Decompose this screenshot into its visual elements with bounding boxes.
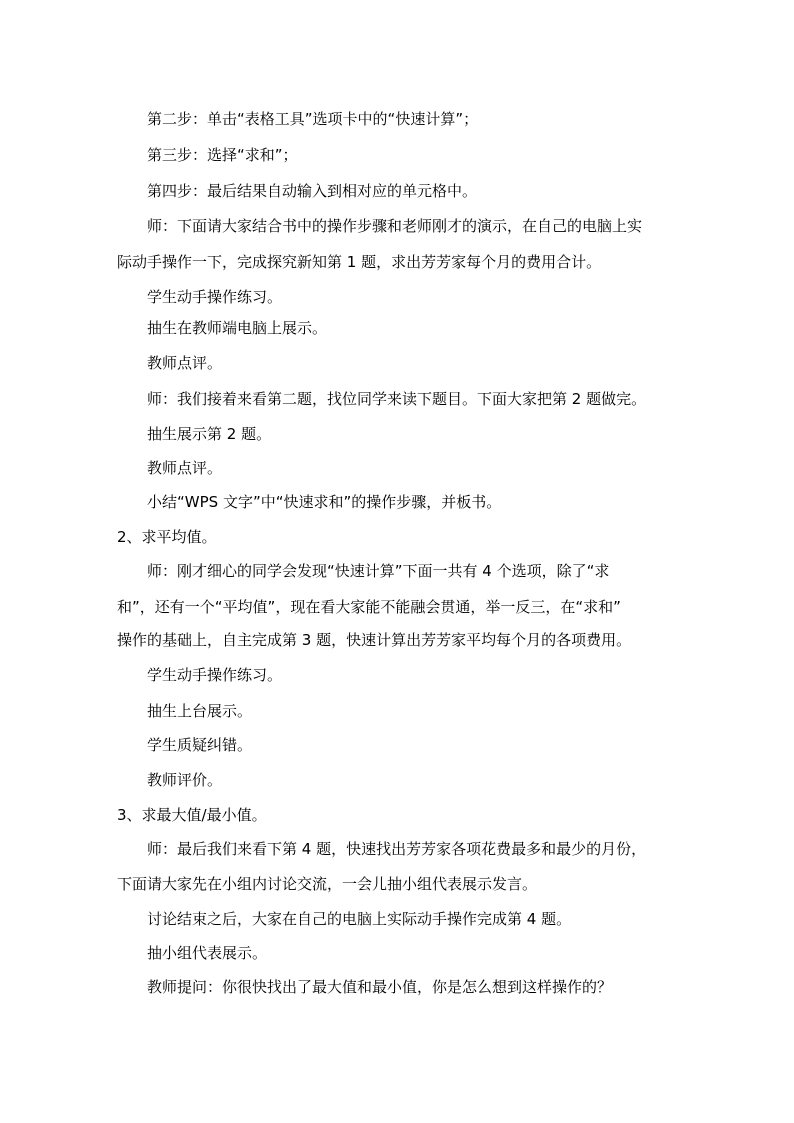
text-line: 操作的基础上，自主完成第 3 题，快速计算出芳芳家平均每个月的各项费用。 — [117, 631, 632, 649]
text-line: 师：刚才细心的同学会发现“快速计算”下面一共有 4 个选项，除了“求 — [147, 562, 610, 580]
text-line: 师：最后我们来看下第 4 题，快速找出芳芳家各项花费最多和最少的月份， — [147, 840, 647, 858]
text-line: 学生质疑纠错。 — [147, 736, 253, 754]
text-line: 第四步：最后结果自动输入到相对应的单元格中。 — [147, 182, 478, 200]
text-line: 教师点评。 — [147, 354, 223, 372]
text-line: 抽生展示第 2 题。 — [147, 425, 272, 443]
text-line: 讨论结束之后，大家在自己的电脑上实际动手操作完成第 4 题。 — [147, 910, 572, 928]
text-line: 师：下面请大家结合书中的操作步骤和老师刚才的演示，在自己的电脑上实 — [147, 217, 643, 235]
text-line: 学生动手操作练习。 — [147, 666, 283, 684]
text-line: 际动手操作一下，完成探究新知第 1 题，求出芳芳家每个月的费用合计。 — [117, 253, 602, 271]
section-heading: 2、求平均值。 — [117, 528, 217, 546]
text-line: 抽生在教师端电脑上展示。 — [147, 319, 328, 337]
section-heading: 3、求最大值/最小值。 — [117, 806, 267, 824]
text-line: 第二步：单击“表格工具”选项卡中的“快速计算”； — [147, 110, 479, 128]
text-line: 和”，还有一个“平均值”，现在看大家能不能融会贯通，举一反三，在“求和” — [117, 598, 621, 616]
text-line: 抽生上台展示。 — [147, 702, 253, 720]
text-line: 小结“WPS 文字”中“快速求和”的操作步骤，并板书。 — [147, 493, 502, 511]
text-line: 学生动手操作练习。 — [147, 288, 283, 306]
text-line: 教师点评。 — [147, 459, 223, 477]
text-line: 抽小组代表展示。 — [147, 944, 268, 962]
text-line: 教师评价。 — [147, 771, 223, 789]
text-line: 下面请大家先在小组内讨论交流，一会儿抽小组代表展示发言。 — [117, 875, 538, 893]
text-line: 教师提问：你很快找出了最大值和最小值，你是怎么想到这样操作的？ — [147, 978, 613, 996]
text-line: 师：我们接着来看第二题，找位同学来读下题目。下面大家把第 2 题做完。 — [147, 390, 647, 408]
text-line: 第三步：选择“求和”； — [147, 146, 298, 164]
